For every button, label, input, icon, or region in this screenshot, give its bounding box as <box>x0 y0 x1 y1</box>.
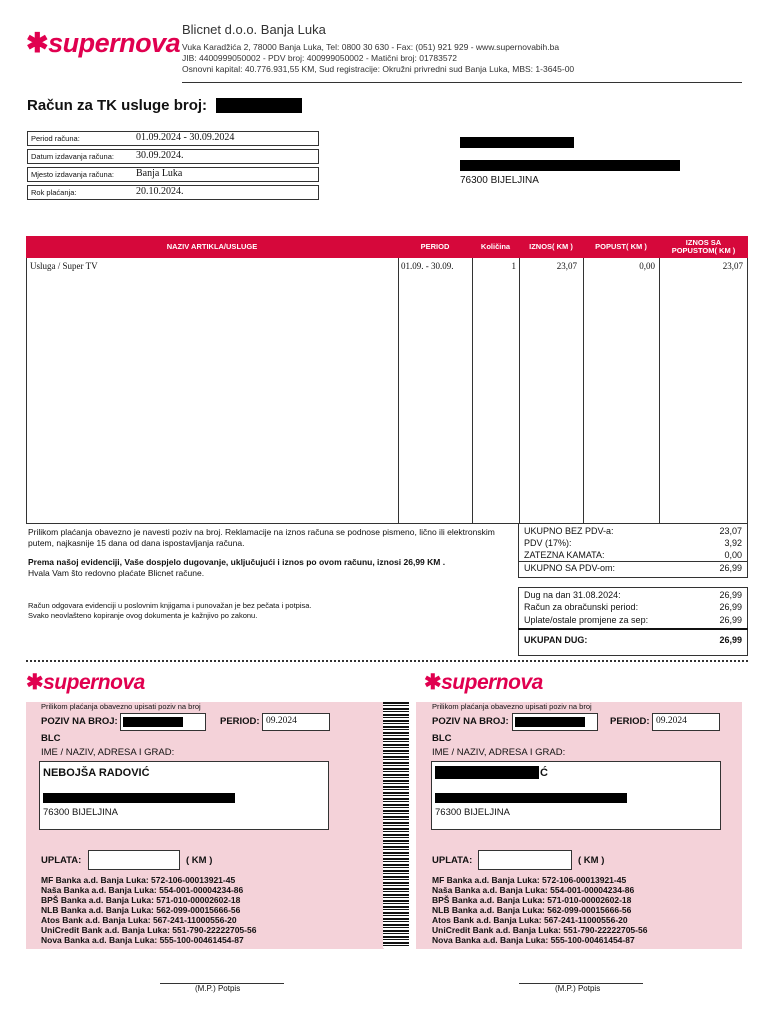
redacted-reference <box>123 717 183 727</box>
bank-account-line: UniCredit Bank a.d. Banja Luka: 551-790-22222705-56 <box>41 925 257 935</box>
total-row-with-vat <box>518 563 748 575</box>
col-header-name: NAZIV ARTIKLA/USLUGE <box>166 242 258 251</box>
col-header-total: IZNOS SA POPUSTOM( KM ) <box>671 238 736 255</box>
debt-value: 26,99 <box>719 615 742 625</box>
bank-account-line: BPŠ Banka a.d. Banja Luka: 571-010-00002602-18 <box>41 895 241 905</box>
item-discount: 0,00 <box>639 261 655 271</box>
meta-row-period <box>27 131 319 146</box>
payer-city: 76300 BIJELJINA <box>435 807 510 818</box>
meta-row-issue-date <box>27 149 319 164</box>
items-table-header <box>26 236 748 258</box>
invoice-title: Račun za TK usluge broj: <box>27 97 208 114</box>
coupon-note: Prilikom plaćanja obavezno upisati poziv na broj <box>432 702 592 711</box>
debt-value: 26,99 <box>719 590 742 600</box>
uplata-label: UPLATA: <box>432 855 473 866</box>
meta-label: Rok plaćanja: <box>31 188 77 197</box>
debt-label: Račun za obračunski period: <box>524 602 639 612</box>
col-header-discount: POPUST( KM ) <box>595 242 647 251</box>
total-value: 26,99 <box>719 563 742 573</box>
poziv-label: POZIV NA BROJ: <box>41 716 118 727</box>
total-value: 23,07 <box>719 526 742 536</box>
payer-city: 76300 BIJELJINA <box>43 807 118 818</box>
total-label: UKUPNO BEZ PDV-a: <box>524 526 614 536</box>
redacted-payer-address <box>43 793 235 803</box>
bank-account-line: MF Banka a.d. Banja Luka: 572-106-00013921-45 <box>41 875 236 885</box>
coupon-logo <box>26 670 145 695</box>
supernova-logo <box>26 28 180 59</box>
meta-label: Mjesto izdavanja računa: <box>31 170 114 179</box>
logo-text: supernova <box>441 671 543 694</box>
meta-row-issue-place <box>27 167 319 182</box>
redacted-payer-name <box>435 766 539 779</box>
payer-name: NEBOJŠA RADOVIĆ <box>43 767 150 779</box>
redacted-payer-address <box>435 793 627 803</box>
name-address-label: IME / NAZIV, ADRESA I GRAD: <box>41 747 175 758</box>
redacted-recipient-address <box>460 160 680 171</box>
item-period: 01.09. - 30.09. <box>401 261 454 271</box>
col-header-period: PERIOD <box>420 242 450 251</box>
col-divider <box>519 258 520 524</box>
logo-star-icon: ✱ <box>26 28 49 58</box>
company-capital-line: Osnovni kapital: 40.776.931,55 KM, Sud registracije: Okružni privredni sud Banja Luka, MBS: 1-3645-00 <box>182 64 575 74</box>
name-address-label: IME / NAZIV, ADRESA I GRAD: <box>432 747 566 758</box>
company-ids-line: JIB: 4400999050002 - PDV broj: 400999050002 - Matični broj: 01783572 <box>182 53 458 63</box>
meta-label: Period računa: <box>31 134 80 143</box>
period-field[interactable] <box>262 713 330 731</box>
bank-account-line: Atos Bank a.d. Banja Luka: 567-241-11000556-20 <box>432 915 628 925</box>
name-address-field[interactable] <box>431 761 721 830</box>
uplata-amount-field[interactable] <box>478 850 572 870</box>
name-address-field[interactable] <box>39 761 329 830</box>
poziv-field[interactable] <box>512 713 598 731</box>
period-value: 09.2024 <box>656 716 687 726</box>
payer-name-suffix: Ć <box>540 767 548 779</box>
poziv-field[interactable] <box>120 713 206 731</box>
redacted-recipient-name <box>460 137 574 148</box>
meta-row-due-date <box>27 185 319 200</box>
total-row <box>518 538 748 550</box>
company-name: Blicnet d.o.o. Banja Luka <box>182 22 326 37</box>
period-value: 09.2024 <box>266 716 297 726</box>
bank-account-line: BPŠ Banka a.d. Banja Luka: 571-010-00002602-18 <box>432 895 632 905</box>
period-label: PERIOD: <box>220 716 260 727</box>
debt-row <box>518 615 748 627</box>
col-divider <box>472 258 473 524</box>
item-qty: 1 <box>511 261 516 271</box>
meta-value: 30.09.2024. <box>136 150 184 161</box>
total-label: UKUPNO SA PDV-om: <box>524 563 616 573</box>
total-value: 3,92 <box>724 538 742 548</box>
redacted-invoice-number <box>216 98 302 113</box>
col-divider <box>398 258 399 524</box>
coupon-logo <box>424 670 543 695</box>
debt-row <box>518 590 748 602</box>
meta-value: 20.10.2024. <box>136 186 184 197</box>
meta-value: 01.09.2024 - 30.09.2024 <box>136 132 235 143</box>
payment-note: Prilikom plaćanja obavezno je navesti poziv na broj. Reklamacije na iznos računa se podnose pismeno, lično ili elektronskim putem, najkasnije 15 dana od dana ispostavljanja računa. <box>28 527 495 548</box>
col-header-amount: IZNOS( KM ) <box>529 242 573 251</box>
logo-star-icon: ✱ <box>26 671 44 694</box>
period-field[interactable] <box>652 713 720 731</box>
bank-account-line: Naša Banka a.d. Banja Luka: 554-001-00004234-86 <box>41 885 244 895</box>
logo-text: supernova <box>48 28 181 58</box>
debt-divider <box>518 628 748 630</box>
col-divider <box>659 258 660 524</box>
debt-label: Dug na dan 31.08.2024: <box>524 590 621 600</box>
poziv-label: POZIV NA BROJ: <box>432 716 509 727</box>
items-table-body <box>26 258 748 524</box>
meta-value: Banja Luka <box>136 168 183 179</box>
totals-block <box>518 524 748 578</box>
logo-text: supernova <box>43 671 145 694</box>
bank-account-line: Naša Banka a.d. Banja Luka: 554-001-00004234-86 <box>432 885 635 895</box>
total-value: 0,00 <box>724 550 742 560</box>
item-name: Usluga / Super TV <box>30 261 98 271</box>
thanks-note: Hvala Vam što redovno plaćate Blicnet račune. <box>28 568 205 578</box>
bank-account-line: UniCredit Bank a.d. Banja Luka: 551-790-22222705-56 <box>432 925 648 935</box>
debt-notice: Prema našoj evidenciji, Vaše dospjelo dugovanje, uključujući i iznos po ovom računu, iznosi 26,99 KM . <box>28 557 446 567</box>
coupon-note: Prilikom plaćanja obavezno upisati poziv na broj <box>41 702 201 711</box>
item-amount: 23,07 <box>556 261 577 271</box>
validity-note: Račun odgovara evidenciji u poslovnim knjigama i punovažan je bez pečata i potpisa. <box>28 601 312 610</box>
bank-account-line: NLB Banka a.d. Banja Luka: 562-099-00015666-56 <box>41 905 241 915</box>
total-label: ZATEZNA KAMATA: <box>524 550 605 560</box>
items-table <box>26 236 748 524</box>
total-debt-value: 26,99 <box>719 635 742 645</box>
payment-coupon-right <box>416 702 742 949</box>
tear-off-line <box>26 660 748 662</box>
blc-label: BLC <box>432 733 452 744</box>
header-divider <box>182 82 742 83</box>
period-label: PERIOD: <box>610 716 650 727</box>
total-row <box>518 526 748 538</box>
bank-account-line: MF Banka a.d. Banja Luka: 572-106-00013921-45 <box>432 875 627 885</box>
payment-coupon-left <box>26 702 384 949</box>
recipient-city: 76300 BIJELJINA <box>460 175 539 186</box>
copy-note: Svako neovlašteno kopiranje ovog dokumenta je kažnjivo po zakonu. <box>28 611 258 620</box>
col-header-qty: Količina <box>480 242 511 251</box>
meta-label: Datum izdavanja računa: <box>31 152 114 161</box>
total-debt-row <box>518 635 748 647</box>
uplata-label: UPLATA: <box>41 855 82 866</box>
debt-row <box>518 602 748 614</box>
redacted-reference <box>515 717 585 727</box>
km-label: ( KM ) <box>186 855 213 866</box>
bank-account-line: Nova Banka a.d. Banja Luka: 555-100-00461454-87 <box>432 935 635 945</box>
signature-label: (M.P.) Potpis <box>555 984 601 993</box>
totals-divider <box>518 561 748 562</box>
debt-value: 26,99 <box>719 602 742 612</box>
debt-label: Uplate/ostale promjene za sep: <box>524 615 649 625</box>
bank-account-line: NLB Banka a.d. Banja Luka: 562-099-00015666-56 <box>432 905 632 915</box>
km-label: ( KM ) <box>578 855 605 866</box>
signature-label: (M.P.) Potpis <box>195 984 241 993</box>
uplata-amount-field[interactable] <box>88 850 180 870</box>
logo-star-icon: ✱ <box>424 671 442 694</box>
bank-account-line: Atos Bank a.d. Banja Luka: 567-241-11000556-20 <box>41 915 237 925</box>
bank-account-line: Nova Banka a.d. Banja Luka: 555-100-00461454-87 <box>41 935 244 945</box>
total-debt-label: UKUPAN DUG: <box>524 635 588 645</box>
blc-label: BLC <box>41 733 61 744</box>
barcode <box>383 702 409 948</box>
total-label: PDV (17%): <box>524 538 572 548</box>
debt-block <box>518 587 748 656</box>
item-total: 23,07 <box>722 261 743 271</box>
company-address-line: Vuka Karadžića 2, 78000 Banja Luka, Tel: 0800 30 630 - Fax: (051) 921 929 - www.supernovabih.ba <box>182 42 560 52</box>
col-divider <box>583 258 584 524</box>
